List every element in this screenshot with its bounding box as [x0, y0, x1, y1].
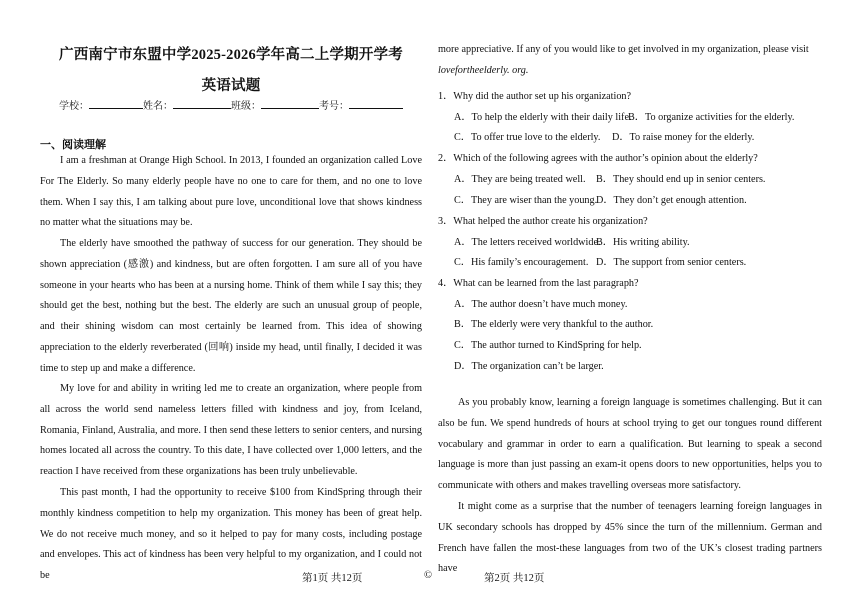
answer-option[interactable]: C．To offer true love to the elderly.	[454, 132, 601, 143]
passage1-paragraph: The elderly have smoothed the pathway of success for our generation. They should be shown appreciation (感激) and kindness, but are often forgotten. I am sure all of you have someone in your hearts who has been at a nursing home. Think of them while I say this; they should get the best, nothing but the best. The elderly are such an unusual group of people, and their shining wisdom can most certainly be learned from. This idea of showing appreciation to the elderly reverberated (回响) inside my head, until finally, I decided it was time to step up and make a difference.	[40, 238, 422, 374]
exam-number-label: 考号：	[319, 101, 349, 112]
question-stem: 2．Which of the following agrees with the author’s opinion about the elderly?	[438, 153, 758, 164]
answer-option[interactable]: D．They don’t get enough attention.	[596, 195, 747, 206]
question-stem: 4．What can be learned from the last paragraph?	[438, 278, 639, 289]
passage1-paragraph: I am a freshman at Orange High School. In 2013, I founded an organization called Love For The Elderly. So many elderly people have no one to care for them, and no one to love them. When I say this, I am talking about pure love, unconditional love that shows kindness no matter what the situations may be.	[40, 155, 422, 229]
answer-option[interactable]: B．They should end up in senior centers.	[596, 174, 766, 185]
answer-option[interactable]: D．To raise money for the elderly.	[612, 132, 755, 143]
answer-option[interactable]: D．The organization can’t be larger.	[454, 361, 604, 372]
website-link[interactable]: lovefortheelderly. org.	[438, 64, 529, 76]
passage2-paragraph: As you probably know, learning a foreign language is sometimes challenging. But it can also be fun. We spend hundreds of hours at school trying to get our tongues round different vocabulary and grammar in order to earn a qualification. But learning to speak a second language is more than just passing an exam-it opens doors to new opportunities, helps you to communicate with others and makes travelling overseas more satisfactory.	[438, 397, 822, 492]
exam-number-blank[interactable]	[349, 98, 403, 109]
class-blank[interactable]	[261, 98, 319, 109]
answer-option[interactable]: A．They are being treated well.	[454, 174, 586, 185]
answer-option[interactable]: B．To organize activities for the elderly.	[628, 112, 795, 123]
answer-option[interactable]: B．The elderly were very thankful to the author.	[454, 319, 654, 330]
answer-option[interactable]: C．His family’s encouragement.	[454, 257, 589, 268]
answer-option[interactable]: C．The author turned to KindSpring for help.	[454, 340, 642, 351]
section-heading: 一、阅读理解	[40, 139, 106, 151]
answer-option[interactable]: A．The author doesn’t have much money.	[454, 299, 628, 310]
page-number-right: 第2页 共12页	[484, 573, 545, 584]
passage1-paragraph: This past month, I had the opportunity to receive $100 from KindSpring through their monthly kindness competition to help my organization. This money has been of great help. We do not receive much money, and so it helped to pay for many costs, including postage and envelopes. This act of kindness has been very helpful to my organization, and I could not be	[40, 487, 422, 582]
school-blank[interactable]	[89, 98, 143, 109]
passage1-continuation	[438, 40, 822, 82]
question-stem: 1．Why did the author set up his organization?	[438, 91, 632, 102]
school-label: 学校：	[59, 101, 89, 112]
passage1-paragraph: My love for and ability in writing led me to create an organization, where people from all across the world send nameless letters filled with kindness and joy, from Iceland, Romania, Finland, Australia, and more. I then send these letters to senior centers, and nursing homes located all across the country. To this date, I have collected over 1,000 letters, and the reaction I have received from these organizations has been truly unbelievable.	[40, 383, 422, 478]
answer-option[interactable]: A．The letters received worldwide.	[454, 237, 601, 248]
answer-option[interactable]: C．They are wiser than the young.	[454, 195, 598, 206]
document-title: 广西南宁市东盟中学2025-2026学年高二上学期开学考	[59, 47, 403, 63]
name-blank[interactable]	[173, 98, 231, 109]
class-label: 班级：	[231, 101, 261, 112]
name-label: 姓名：	[143, 101, 173, 112]
document-subtitle: 英语试题	[201, 78, 261, 94]
continuation-text: more appreciative. If any of you would like to get involved in my organization, please visit	[438, 44, 809, 55]
answer-option[interactable]: B．His writing ability.	[596, 237, 690, 248]
question-stem: 3．What helped the author create his organization?	[438, 216, 648, 227]
footer-symbol: ©	[424, 570, 432, 581]
passage2-paragraph: It might come as a surprise that the number of teenagers learning foreign languages in UK secondary schools has dropped by 45% since the turn of the millennium. German and French have fallen the most-these languages from two of the UK’s closest trading partners have	[438, 501, 822, 575]
answer-option[interactable]: D．The support from senior centers.	[596, 257, 747, 268]
page-number-left: 第1页 共12页	[302, 573, 363, 584]
student-info-line	[40, 97, 422, 112]
answer-option[interactable]: A．To help the elderly with their daily life.	[454, 112, 632, 123]
